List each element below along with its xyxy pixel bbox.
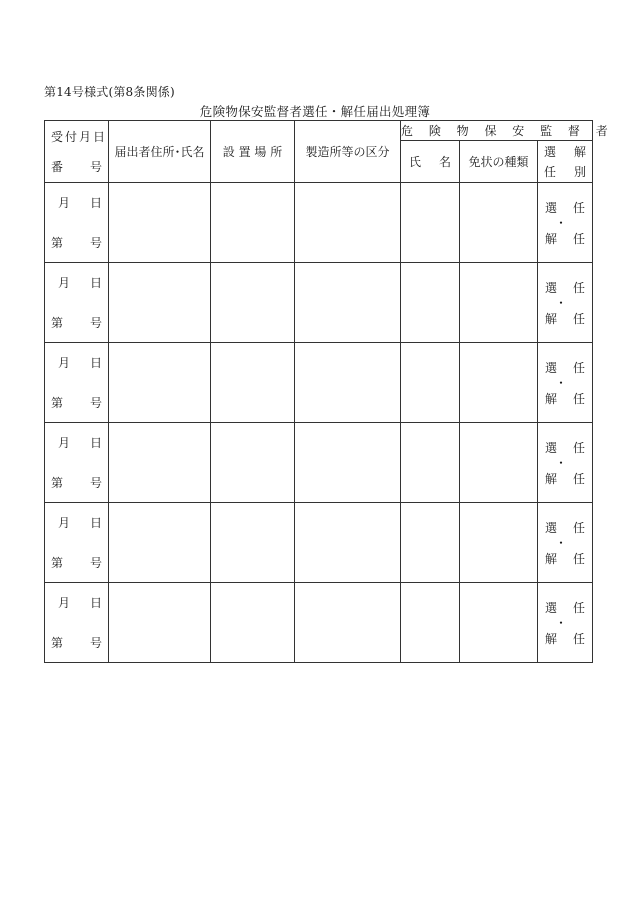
register-table [44, 120, 614, 663]
applicant-cell[interactable] [109, 503, 211, 583]
location-cell[interactable] [211, 503, 295, 583]
facility-class-cell[interactable] [295, 583, 401, 663]
register-row [45, 583, 593, 663]
header-location: 設 置 場 所 [211, 121, 295, 183]
header-name: 氏 名 [401, 141, 460, 183]
header-row-1 [45, 121, 593, 141]
register-row [45, 263, 593, 343]
facility-class-cell[interactable] [295, 183, 401, 263]
applicant-cell[interactable] [109, 263, 211, 343]
header-receipt: 受付月日 番 号 [45, 121, 109, 183]
location-cell[interactable] [211, 423, 295, 503]
header-license-type: 免状の種類 [460, 141, 538, 183]
register-row [45, 503, 593, 583]
applicant-cell[interactable] [109, 423, 211, 503]
name-cell[interactable] [401, 183, 460, 263]
name-cell[interactable] [401, 343, 460, 423]
appointment-cell[interactable]: 選 任 ・ 解 任 [538, 503, 593, 583]
register-row [45, 423, 593, 503]
appointment-cell[interactable]: 選 任 ・ 解 任 [538, 263, 593, 343]
applicant-cell[interactable] [109, 583, 211, 663]
receipt-cell[interactable]: 月 日 第 号 [45, 583, 109, 663]
location-cell[interactable] [211, 343, 295, 423]
location-cell[interactable] [211, 583, 295, 663]
receipt-cell[interactable]: 月 日 第 号 [45, 343, 109, 423]
facility-class-cell[interactable] [295, 343, 401, 423]
header-applicant: 届出者住所･氏名 [109, 121, 211, 183]
appointment-cell[interactable]: 選 任 ・ 解 任 [538, 583, 593, 663]
register-row [45, 183, 593, 263]
appointment-cell[interactable]: 選 任 ・ 解 任 [538, 423, 593, 503]
register-row [45, 343, 593, 423]
license-cell[interactable] [460, 263, 538, 343]
facility-class-cell[interactable] [295, 423, 401, 503]
location-cell[interactable] [211, 263, 295, 343]
appointment-cell[interactable]: 選 任 ・ 解 任 [538, 343, 593, 423]
applicant-cell[interactable] [109, 343, 211, 423]
license-cell[interactable] [460, 343, 538, 423]
receipt-cell[interactable]: 月 日 第 号 [45, 423, 109, 503]
facility-class-cell[interactable] [295, 503, 401, 583]
applicant-cell[interactable] [109, 183, 211, 263]
license-cell[interactable] [460, 423, 538, 503]
name-cell[interactable] [401, 423, 460, 503]
form-number: 第14号様式(第8条関係) [44, 85, 175, 99]
receipt-cell[interactable]: 月 日 第 号 [45, 263, 109, 343]
header-facility-class: 製造所等の区分 [295, 121, 401, 183]
appointment-cell[interactable]: 選 任 ・ 解 任 [538, 183, 593, 263]
facility-class-cell[interactable] [295, 263, 401, 343]
name-cell[interactable] [401, 583, 460, 663]
header-supervisor: 危 険 物 保 安 監 督 者 [401, 121, 593, 141]
license-cell[interactable] [460, 183, 538, 263]
name-cell[interactable] [401, 263, 460, 343]
location-cell[interactable] [211, 183, 295, 263]
form-title: 危険物保安監督者選任・解任届出処理簿 [199, 104, 431, 119]
receipt-cell[interactable]: 月 日 第 号 [45, 503, 109, 583]
license-cell[interactable] [460, 503, 538, 583]
receipt-cell[interactable]: 月 日 第 号 [45, 183, 109, 263]
header-appointment-type: 選 解 任 別 [538, 141, 593, 183]
name-cell[interactable] [401, 503, 460, 583]
license-cell[interactable] [460, 583, 538, 663]
